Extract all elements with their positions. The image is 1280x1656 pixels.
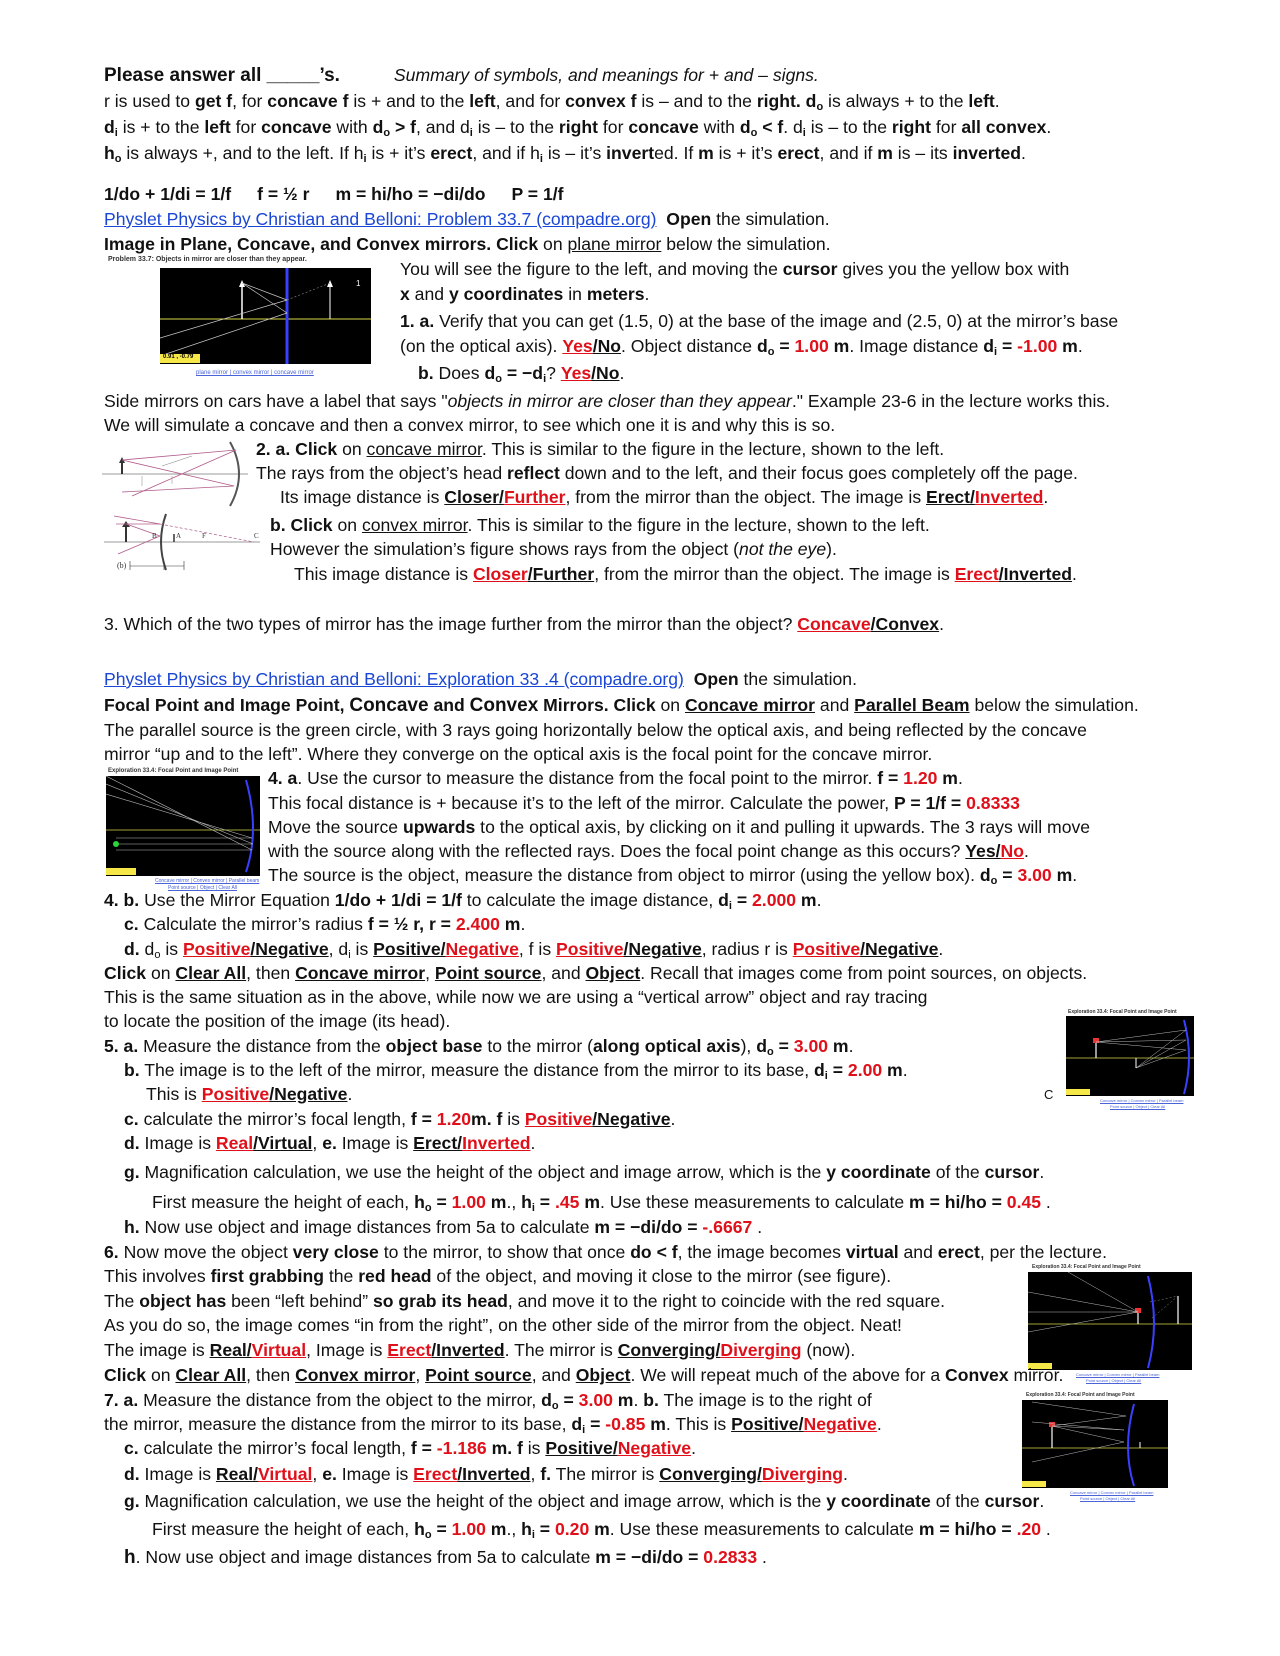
s2-link-line: Physlet Physics by Christian and Belloni: Exploration 33 .4 (compadre.org) Open the simulation.	[104, 669, 857, 689]
q4d-line: d. $d_o$ is Positive/Negative, $d_i$ is Positive/Negative, f is Positive/Negative, radius r is Positive/Negative.	[124, 939, 944, 961]
thumb5-links2[interactable]: Point source | Object | Clear All	[1080, 1496, 1136, 1501]
thumb3-title: Exploration 33.4: Focal Point and Image Point	[1068, 1009, 1177, 1015]
q5b-line: b. The image is to the left of the mirror, measure the distance from the mirror to its base, $d_i = 2.00$ m.	[124, 1060, 908, 1082]
thumb4-links2[interactable]: Point source | Object | Clear All	[1086, 1378, 1142, 1383]
q2a-line2: The rays from the object’s head reflect down and to the left, and their focus goes completely off the page.	[256, 463, 1078, 483]
svg-text:B: B	[152, 532, 157, 540]
concave-mirror-button-ref[interactable]: Concave mirror	[684, 695, 816, 715]
s1-link-line: Physlet Physics by Christian and Belloni: Problem 33.7 (compadre.org) Open the simulation.	[104, 209, 830, 229]
s1-figure-desc2: x and y coordinates in meters.	[400, 284, 650, 304]
clear-all-ref[interactable]: Clear All	[175, 963, 247, 983]
q1a-answer-yes: Yes	[562, 336, 593, 356]
thumb2-title: Exploration 33.4: Focal Point and Image Point	[108, 768, 239, 774]
q3-line: 3. Which of the two types of mirror has the image further from the mirror than the object? Concave/Convex.	[104, 614, 944, 634]
page-title: Please answer all _____’s.	[104, 65, 340, 86]
svg-text:C: C	[254, 532, 259, 540]
thumb3-links2[interactable]: Point source | Object | Clear All	[1110, 1104, 1166, 1109]
thumb1-title: Problem 33.7: Objects in mirror are closer than they appear.	[108, 256, 307, 263]
thumb4-title: Exploration 33.4: Focal Point and Image Point	[1032, 1264, 1141, 1270]
formula-power: P = 1/f	[511, 184, 564, 204]
convex-sim-figure	[1022, 1400, 1168, 1488]
s2-heading: Focal Point and Image Point, Concave and Convex Mirrors. Click on Concave mirror and Parallel Beam below the simulation.	[104, 695, 1139, 716]
thumb3-links1[interactable]: Concave mirror | Convex mirror | Parallel beam	[1100, 1098, 1184, 1103]
q2b-line3: This image distance is Closer/Further, from the mirror than the object. The image is Erect/Inverted.	[294, 564, 1077, 584]
same-situation-1: This is the same situation as in the above, while now we are using a “vertical arrow” object and ray tracing	[104, 987, 928, 1007]
convex-mirror-link[interactable]: convex mirror	[361, 515, 468, 535]
c-label: C	[1044, 1087, 1054, 1102]
q1b-line: b. Does $d_o = -d_i$? Yes/No.	[418, 363, 625, 385]
q7g-line: g. Magnification calculation, we use the height of the object and image arrow, which is the y coordinate of the cursor.	[124, 1491, 1045, 1511]
q6-line: 6. Now move the object very close to the mirror, to show that once do < f, the image becomes virtual and erect, per the lecture.	[104, 1242, 1107, 1262]
q5g-line: g. Magnification calculation, we use the height of the object and image arrow, which is the y coordinate of the cursor.	[124, 1162, 1045, 1182]
q7c-line: c. calculate the mirror’s focal length, f = -1.186 m. f is Positive/Negative.	[124, 1438, 696, 1458]
exploration-thumbnail-concave-object[interactable]	[1066, 1016, 1194, 1096]
thumb1-readout-text: 0.91 , -0.79	[163, 354, 194, 360]
q4a-line4: with the source along with the reflected rays. Does the focal point change as this occurs? Yes/No.	[268, 841, 1029, 861]
q2b-line2: However the simulation’s figure shows rays from the object (not the eye).	[270, 539, 837, 559]
clear-all-line-1: Click on Clear All, then Concave mirror, Point source, and Object. Recall that images come from point sources, on objects.	[104, 963, 1088, 983]
formula-mirror-eq: 1/do + 1/di = 1/f	[104, 184, 232, 204]
plane-mirror-sim-figure	[160, 268, 371, 364]
side-mirrors-text: Side mirrors on cars have a label that says "objects in mirror are closer than they appear." Example 23-6 in the lecture works this.	[104, 391, 1111, 411]
formula-line	[104, 183, 564, 205]
q5a-line: 5. a. Measure the distance from the object base to the mirror (along optical axis), $d_o = 3.00$ m.	[104, 1036, 854, 1058]
concave-object-sim-figure	[1066, 1016, 1194, 1096]
exploration-33-4-thumbnail-parallel[interactable]	[106, 776, 260, 876]
q4a-line2: This focal distance is + because it’s to the left of the mirror. Calculate the power, P = 1/f = 0.8333	[268, 793, 1020, 813]
q6c-line: The object has been “left behind” so grab its head, and move it to the right to coincide with the red square.	[104, 1291, 946, 1311]
q5h-line: h. Now use object and image distances from 5a to calculate m = −di/do = -.6667 .	[124, 1217, 763, 1237]
thumb2-links2[interactable]: Point source | Object | Clear All	[168, 885, 238, 891]
rule-di: $d_i$ is + to the left for concave with $d_o > f$, and $d_i$ is – to the right for concave with $d_o < f$. $d_i$ is – to the right for all convex.	[104, 117, 1052, 139]
q7g-line2: First measure the height of each, $h_o = 1.00$ m., $h_i = 0.20$ m. Use these measurements to calculate m = hi/ho = .20 .	[152, 1519, 1051, 1541]
s2-para2: mirror “up and to the left”. Where they converge on the optical axis is the focal point for the concave mirror.	[104, 744, 933, 764]
convex-ray-diagram	[104, 512, 260, 578]
svg-text:F: F	[202, 532, 206, 540]
thumb1-mirror-links[interactable]: plane mirror | convex mirror | concave mirror	[196, 370, 314, 376]
q7h-line: h. Now use object and image distances from 5a to calculate m = −di/do = 0.2833 .	[124, 1547, 767, 1568]
q6d-line: As you do so, the image comes “in from the right”, on the other side of the mirror from the object. Neat!	[104, 1315, 902, 1335]
thumb5-title: Exploration 33.4: Focal Point and Image Point	[1026, 1392, 1135, 1398]
clear-all-line-2: Click on Clear All, then Convex mirror, Point source, and Object. We will repeat much of the above for a Convex mirror.	[104, 1365, 1064, 1385]
exploration-thumbnail-virtual-image[interactable]	[1028, 1272, 1192, 1370]
problem-33-7-thumbnail[interactable]	[160, 268, 371, 364]
q5c-line: c. calculate the mirror’s focal length, f = 1.20m. f is Positive/Negative.	[124, 1109, 676, 1129]
concave-mirror-link[interactable]: concave mirror	[366, 439, 482, 459]
parallel-beam-button-ref[interactable]: Parallel Beam	[854, 695, 970, 715]
exploration-thumbnail-convex[interactable]	[1022, 1400, 1168, 1488]
rule-ho: $h_o$ is always +, and to the left. If $h_i$ is + it’s erect, and if $h_i$ is – it’s inverted. If m is + it’s erect, and if m is – its inverted.	[104, 143, 1026, 165]
summary-title: Summary of symbols, and meanings for + and – signs.	[393, 65, 819, 85]
q4a-line1: 4. a. Use the cursor to measure the distance from the focal point to the mirror. f = 1.20 m.	[268, 768, 963, 788]
q6e-line: The image is Real/Virtual, Image is Erect/Inverted. The mirror is Converging/Diverging (now).	[104, 1340, 856, 1360]
q5b-line2: This is Positive/Negative.	[146, 1084, 353, 1104]
q5d-line: d. Image is Real/Virtual, e. Image is Erect/Inverted.	[124, 1133, 536, 1153]
rule-r: r is used to get f, for concave f is + and to the left, and for convex f is – and to the right. $d_o$ is always + to the left.	[104, 91, 1000, 113]
same-situation-2: to locate the position of the image (its head).	[104, 1011, 451, 1031]
q1a-line1: 1. a. Verify that you can get (1.5, 0) at the base of the image and (2.5, 0) at the mirror’s base	[400, 311, 1119, 331]
thumb2-readout	[106, 868, 136, 875]
header-line	[104, 64, 819, 87]
s1-figure-desc: You will see the figure to the left, and moving the cursor gives you the yellow box with	[400, 259, 1070, 279]
q6b-line: This involves first grabbing the red head of the object, and moving it close to the mirror (see figure).	[104, 1266, 892, 1286]
q1a-line2: (on the optical axis). Yes/No. Object distance $d_o = 1.00$ m. Image distance $d_i = -1.00$ m.	[400, 336, 1083, 358]
q7d-line: d. Image is Real/Virtual, e. Image is Erect/Inverted, f. The mirror is Converging/Diverging.	[124, 1464, 848, 1484]
q5g-line2: First measure the height of each, $h_o = 1.00$ m., $h_i = .45$ m. Use these measurements to calculate m = hi/ho = 0.45 .	[152, 1192, 1051, 1214]
q2a-line1: 2. a. Click on concave mirror. This is similar to the figure in the lecture, shown to the left.	[256, 439, 945, 459]
q7a-line: 7. a. Measure the distance from the object to the mirror, $d_o = 3.00$ m. b. The image is to the right of	[104, 1390, 872, 1412]
svg-text:1: 1	[356, 279, 361, 288]
concave-ray-diagram	[102, 436, 250, 510]
thumb5-links1[interactable]: Concave mirror | Convex mirror | Parallel beam	[1070, 1490, 1154, 1495]
thumb2-links1[interactable]: Concave mirror | Convex mirror | Parallel beam	[155, 878, 260, 884]
s1-heading: Image in Plane, Concave, and Convex mirrors. Click on plane mirror below the simulation.	[104, 234, 831, 254]
s1-physlet-link[interactable]: Physlet Physics by Christian and Belloni: Problem 33.7 (compadre.org)	[104, 209, 657, 229]
q2b-line1: b. Click on convex mirror. This is similar to the figure in the lecture, shown to the left.	[270, 515, 930, 535]
q4b-line: 4. b. Use the Mirror Equation 1/do + 1/di = 1/f to calculate the image distance, $d_i = 2.000$ m.	[104, 890, 822, 912]
q2a-line3: Its image distance is Closer/Further, from the mirror than the object. The image is Erect/Inverted.	[280, 487, 1049, 507]
plane-mirror-link[interactable]: plane mirror	[567, 234, 662, 254]
thumb3-readout	[1066, 1089, 1090, 1095]
q4c-line: c. Calculate the mirror’s radius f = ½ r, r = 2.400 m.	[124, 914, 526, 934]
fig-b-label: (b)	[117, 561, 127, 570]
lecture-concave-figure	[102, 436, 250, 510]
q7a-line2: the mirror, measure the distance from the mirror to its base, $d_i = -0.85$ m. This is Positive/Negative.	[104, 1414, 882, 1436]
lecture-convex-figure	[104, 512, 260, 578]
svg-text:A: A	[176, 532, 182, 540]
s2-physlet-link[interactable]: Physlet Physics by Christian and Belloni: Exploration 33 .4 (compadre.org)	[104, 669, 684, 689]
q4a-line3: Move the source upwards to the optical axis, by clicking on it and pulling it upwards. The 3 rays will move	[268, 817, 1091, 837]
q4a-line5: The source is the object, measure the distance from object to mirror (using the yellow box). $d_o = 3.00$ m.	[268, 865, 1078, 887]
virtual-image-sim-figure	[1028, 1272, 1192, 1370]
formula-focal: f = ½ r	[257, 184, 310, 204]
thumb5-readout	[1022, 1481, 1046, 1487]
s2-para1: The parallel source is the green circle, with 3 rays going horizontally below the optical axis, and being reflected by the concave	[104, 720, 1087, 740]
side-mirrors-text2: We will simulate a concave and then a convex mirror, to see which one it is and why this is so.	[104, 415, 836, 435]
formula-magnification: m = hi/ho = −di/do	[335, 184, 486, 204]
parallel-beam-sim-figure	[106, 776, 260, 876]
thumb4-links1[interactable]: Concave mirror | Convex mirror | Parallel beam	[1076, 1372, 1160, 1377]
